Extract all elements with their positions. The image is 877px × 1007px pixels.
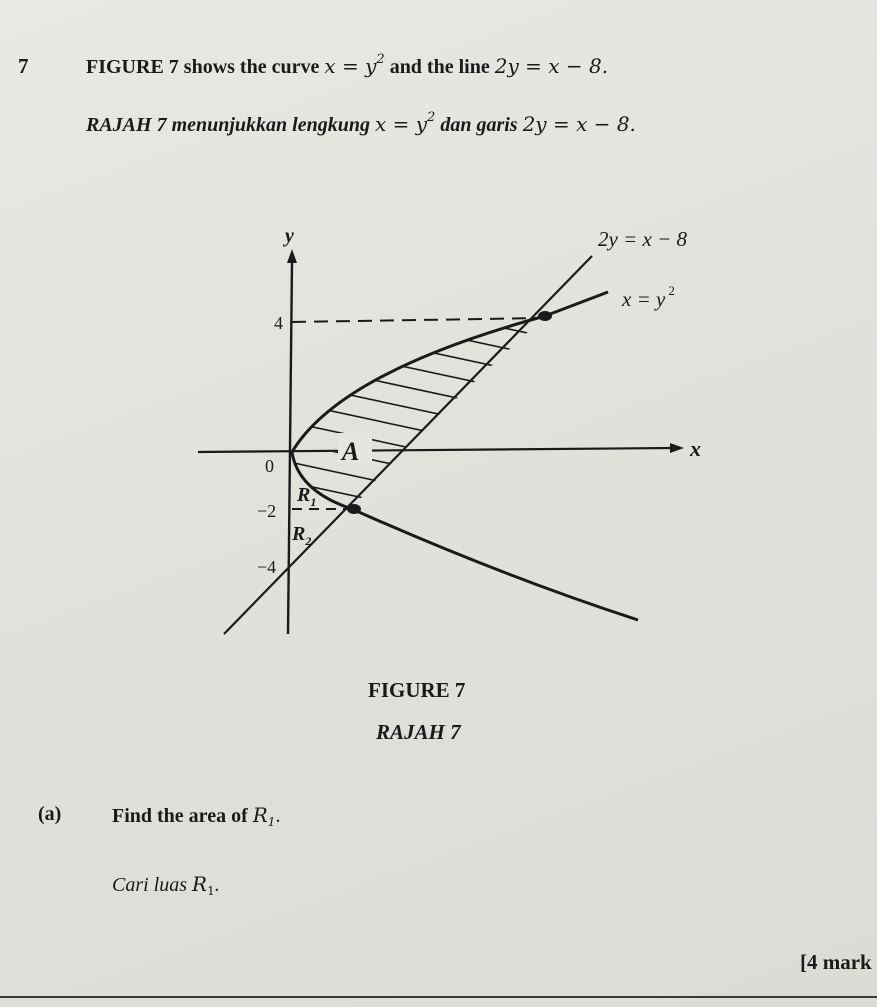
tick-label-neg4: −4	[257, 557, 277, 577]
origin-label: 0	[265, 456, 274, 476]
intersection-point-upper	[538, 311, 552, 321]
x-axis-arrow	[670, 443, 684, 453]
intersection-point-lower	[347, 504, 361, 514]
part-a-label: (a)	[38, 803, 62, 825]
question-number: 7	[18, 54, 29, 78]
region-r2-label: $R_2$	[292, 523, 312, 548]
question-en-curve: $x = y^2$	[324, 52, 385, 78]
x-axis	[198, 448, 672, 452]
question-ms-text-b: dan garis	[440, 114, 518, 136]
tick-label-neg2: −2	[257, 501, 277, 521]
tick-label-4: 4	[274, 313, 283, 333]
region-lower-hatching	[280, 440, 480, 523]
part-a-question-ms: Cari luas $R_1$.	[112, 872, 220, 898]
x-axis-label: x	[690, 436, 701, 461]
question-ms-text-a: RAJAH 7 menunjukkan lengkung	[86, 114, 370, 136]
bottom-rule	[0, 996, 877, 998]
y-axis-arrow	[287, 249, 297, 263]
region-a-label: A	[342, 437, 360, 466]
question-en-text-b: and the line	[389, 56, 490, 78]
question-en-text-a: FIGURE 7 shows the curve	[86, 56, 320, 78]
line-label: 2y = x − 8	[598, 227, 687, 251]
y-axis	[288, 262, 292, 634]
figure-caption-en: FIGURE 7	[368, 678, 466, 702]
question-en-line: 2y = x − 8.	[494, 54, 609, 78]
region-r1-label: $R_1$	[297, 484, 317, 509]
part-a-question-en: Find the area of $R_1$.	[112, 803, 281, 829]
figure-caption-ms: RAJAH 7	[376, 720, 461, 744]
region-a-hatching	[280, 220, 560, 480]
curve-label: x = y $^2$	[622, 283, 675, 311]
dashed-line-y4	[292, 318, 545, 322]
marks-label: [4 mark	[800, 950, 872, 974]
question-ms-curve: $x = y^2$	[374, 110, 436, 136]
y-axis-label: y	[285, 225, 294, 247]
question-ms-line: 2y = x − 8.	[522, 112, 636, 136]
